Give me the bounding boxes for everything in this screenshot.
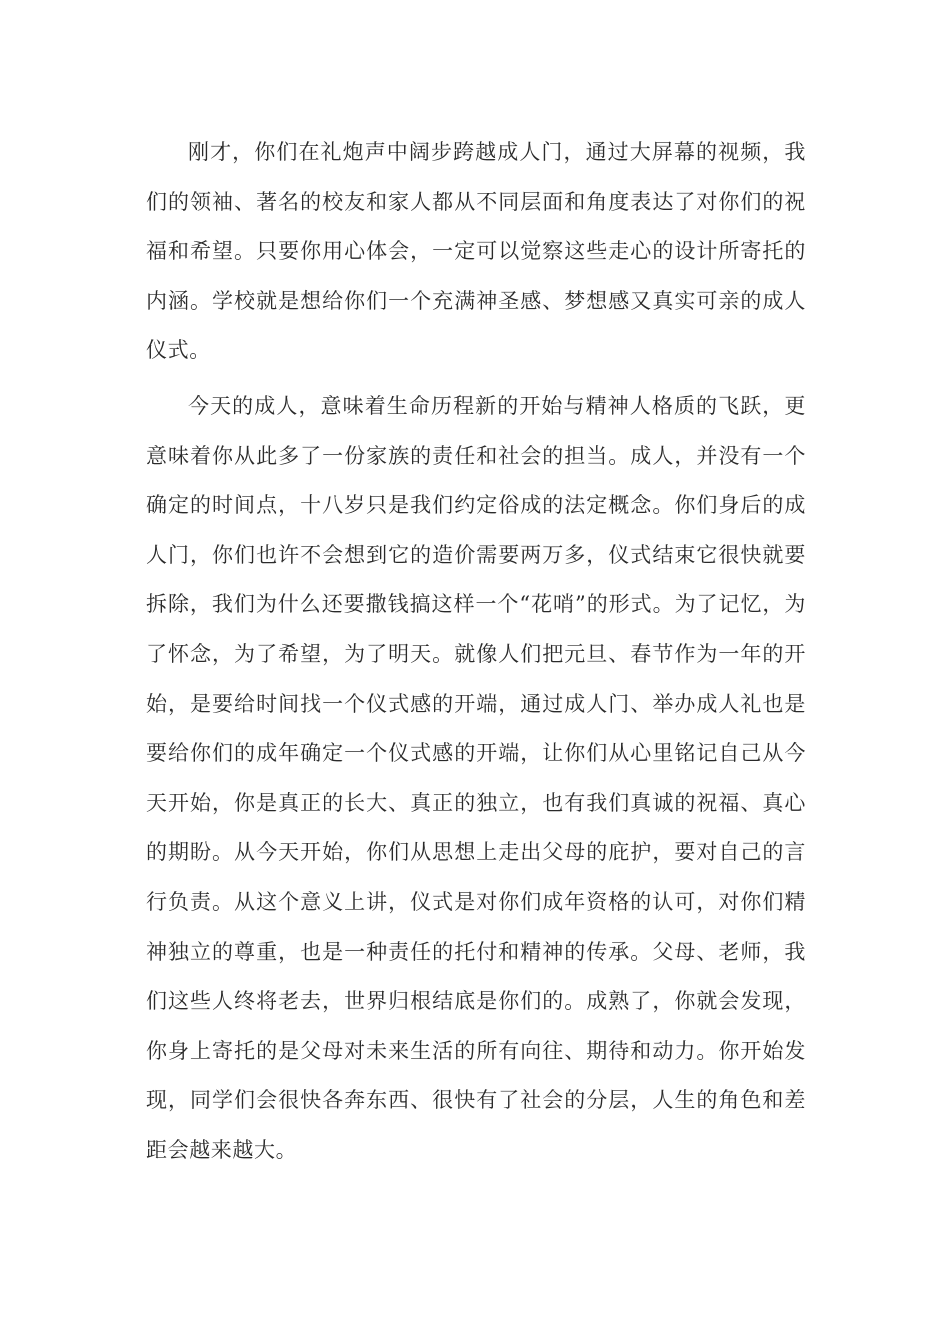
paragraph-2: 今天的成人，意味着生命历程新的开始与精神人格质的飞跃，更意味着你从此多了一份家族的责任和社会的担当。成人，并没有一个确定的时间点，十八岁只是我们约定俗成的法定概念。你们身后的成人门，你们也许不会想到它的造价需要两万多，仪式结束它很快就要拆除，我们为什么还要撒钱搞这样一个“花哨”的形式。为了记忆，为了怀念，为了希望，为了明天。就像人们把元旦、春节作为一年的开始，是要给时间找一个仪式感的开端，通过成人门、举办成人礼也是要给你们的成年确定一个仪式感的开端，让你们从心里铭记自己从今天开始，你是真正的长大、真正的独立，也有我们真诚的祝福、真心的期盼。从今天开始，你们从思想上走出父母的庇护，要对自己的言行负责。从这个意义上讲，仪式是对你们成年资格的认可，对你们精神独立的尊重，也是一种责任的托付和精神的传承。父母、老师，我们这些人终将老去，世界归根结底是你们的。成熟了，你就会发现，你身上寄托的是父母对未来生活的所有向往、期待和动力。你开始发现，同学们会很快各奔东西、很快有了社会的分层，人生的角色和差距会越来越大。	[146, 393, 806, 1162]
document-body	[146, 128, 806, 1175]
paragraph-1: 刚才，你们在礼炮声中阔步跨越成人门，通过大屏幕的视频，我们的领袖、著名的校友和家人都从不同层面和角度表达了对你们的祝福和希望。只要你用心体会，一定可以觉察这些走心的设计所寄托的内涵。学校就是想给你们一个充满神圣感、梦想感又真实可亲的成人仪式。	[146, 140, 806, 363]
